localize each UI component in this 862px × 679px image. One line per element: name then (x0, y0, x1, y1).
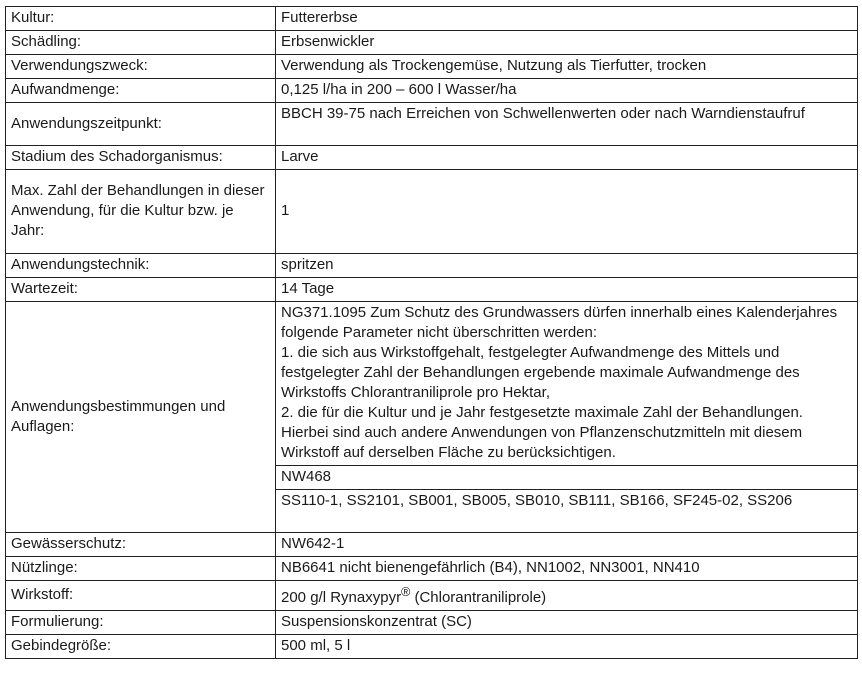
table-row (6, 557, 858, 581)
table-row (6, 31, 858, 55)
row-value: Erbsenwickler (276, 31, 858, 55)
row-value: BBCH 39-75 nach Erreichen von Schwellenwerten oder nach Warndienstaufruf (276, 103, 858, 146)
table-row (6, 581, 858, 611)
row-label: Gebindegröße: (6, 635, 276, 659)
row-value: spritzen (276, 254, 858, 278)
row-label: Kultur: (6, 7, 276, 31)
row-value (276, 581, 858, 611)
table-row (6, 146, 858, 170)
wirkstoff-post: (Chlorantraniliprole) (410, 589, 547, 606)
table-row (6, 635, 858, 659)
ng-intro: NG371.1095 Zum Schutz des Grundwassers dürfen innerhalb eines Kalenderjahres folgende Parameter nicht überschritten werden: (281, 304, 838, 341)
row-label: Anwendungszeitpunkt: (6, 103, 276, 146)
row-label: Wirkstoff: (6, 581, 276, 611)
row-label: Schädling: (6, 31, 276, 55)
row-label: Anwendungstechnik: (6, 254, 276, 278)
table-row (6, 533, 858, 557)
table-row (6, 611, 858, 635)
row-label: Nützlinge: (6, 557, 276, 581)
product-info-table (5, 6, 858, 659)
row-label: Aufwandmenge: (6, 79, 276, 103)
ng-block (276, 302, 858, 466)
row-label: Gewässerschutz: (6, 533, 276, 557)
row-value: 500 ml, 5 l (276, 635, 858, 659)
wirkstoff-pre: 200 g/l Rynaxypyr (281, 589, 402, 606)
registered-mark: ® (401, 585, 411, 599)
row-value: 14 Tage (276, 278, 858, 302)
row-label: Formulierung: (6, 611, 276, 635)
table-row (6, 55, 858, 79)
row-label: Verwendungszweck: (6, 55, 276, 79)
table-row (6, 103, 858, 146)
row-value: Futtererbse (276, 7, 858, 31)
row-value: NW642-1 (276, 533, 858, 557)
table-row (6, 79, 858, 103)
table-row (6, 170, 858, 254)
table-row (6, 302, 858, 466)
row-value: Larve (276, 146, 858, 170)
table-row (6, 278, 858, 302)
row-label: Stadium des Schadorganismus: (6, 146, 276, 170)
table-row (6, 254, 858, 278)
table-row (6, 7, 858, 31)
row-value: Suspensionskonzentrat (SC) (276, 611, 858, 635)
row-value: 0,125 l/ha in 200 – 600 l Wasser/ha (276, 79, 858, 103)
row-value: Verwendung als Trockengemüse, Nutzung als Tierfutter, trocken (276, 55, 858, 79)
row-value: 1 (276, 170, 858, 254)
row-label: Wartezeit: (6, 278, 276, 302)
ss-codes: SS110-1, SS2101, SB001, SB005, SB010, SB111, SB166, SF245-02, SS206 (276, 490, 858, 533)
row-label: Max. Zahl der Behandlungen in dieser Anwendung, für die Kultur bzw. je Jahr: (6, 170, 276, 254)
row-value: NB6641 nicht bienengefährlich (B4), NN1002, NN3001, NN410 (276, 557, 858, 581)
nw-code: NW468 (276, 466, 858, 490)
ng-point-1: 1. die sich aus Wirkstoffgehalt, festgelegter Aufwandmenge des Mittels und festgelegter Zahl der Behandlungen ergebende maximale Aufwandmenge des Wirkstoffs Chlorantraniliprole pro Hektar, (281, 344, 800, 401)
row-label: Anwendungsbestimmungen und Auflagen: (6, 302, 276, 533)
ng-point-2: 2. die für die Kultur und je Jahr festgesetzte maximale Zahl der Behandlungen. Hierbei sind auch andere Anwendungen von Pflanzenschutzmitteln mit diesem Wirkstoff auf derselben Fläche zu berücksichtigen. (281, 404, 803, 461)
